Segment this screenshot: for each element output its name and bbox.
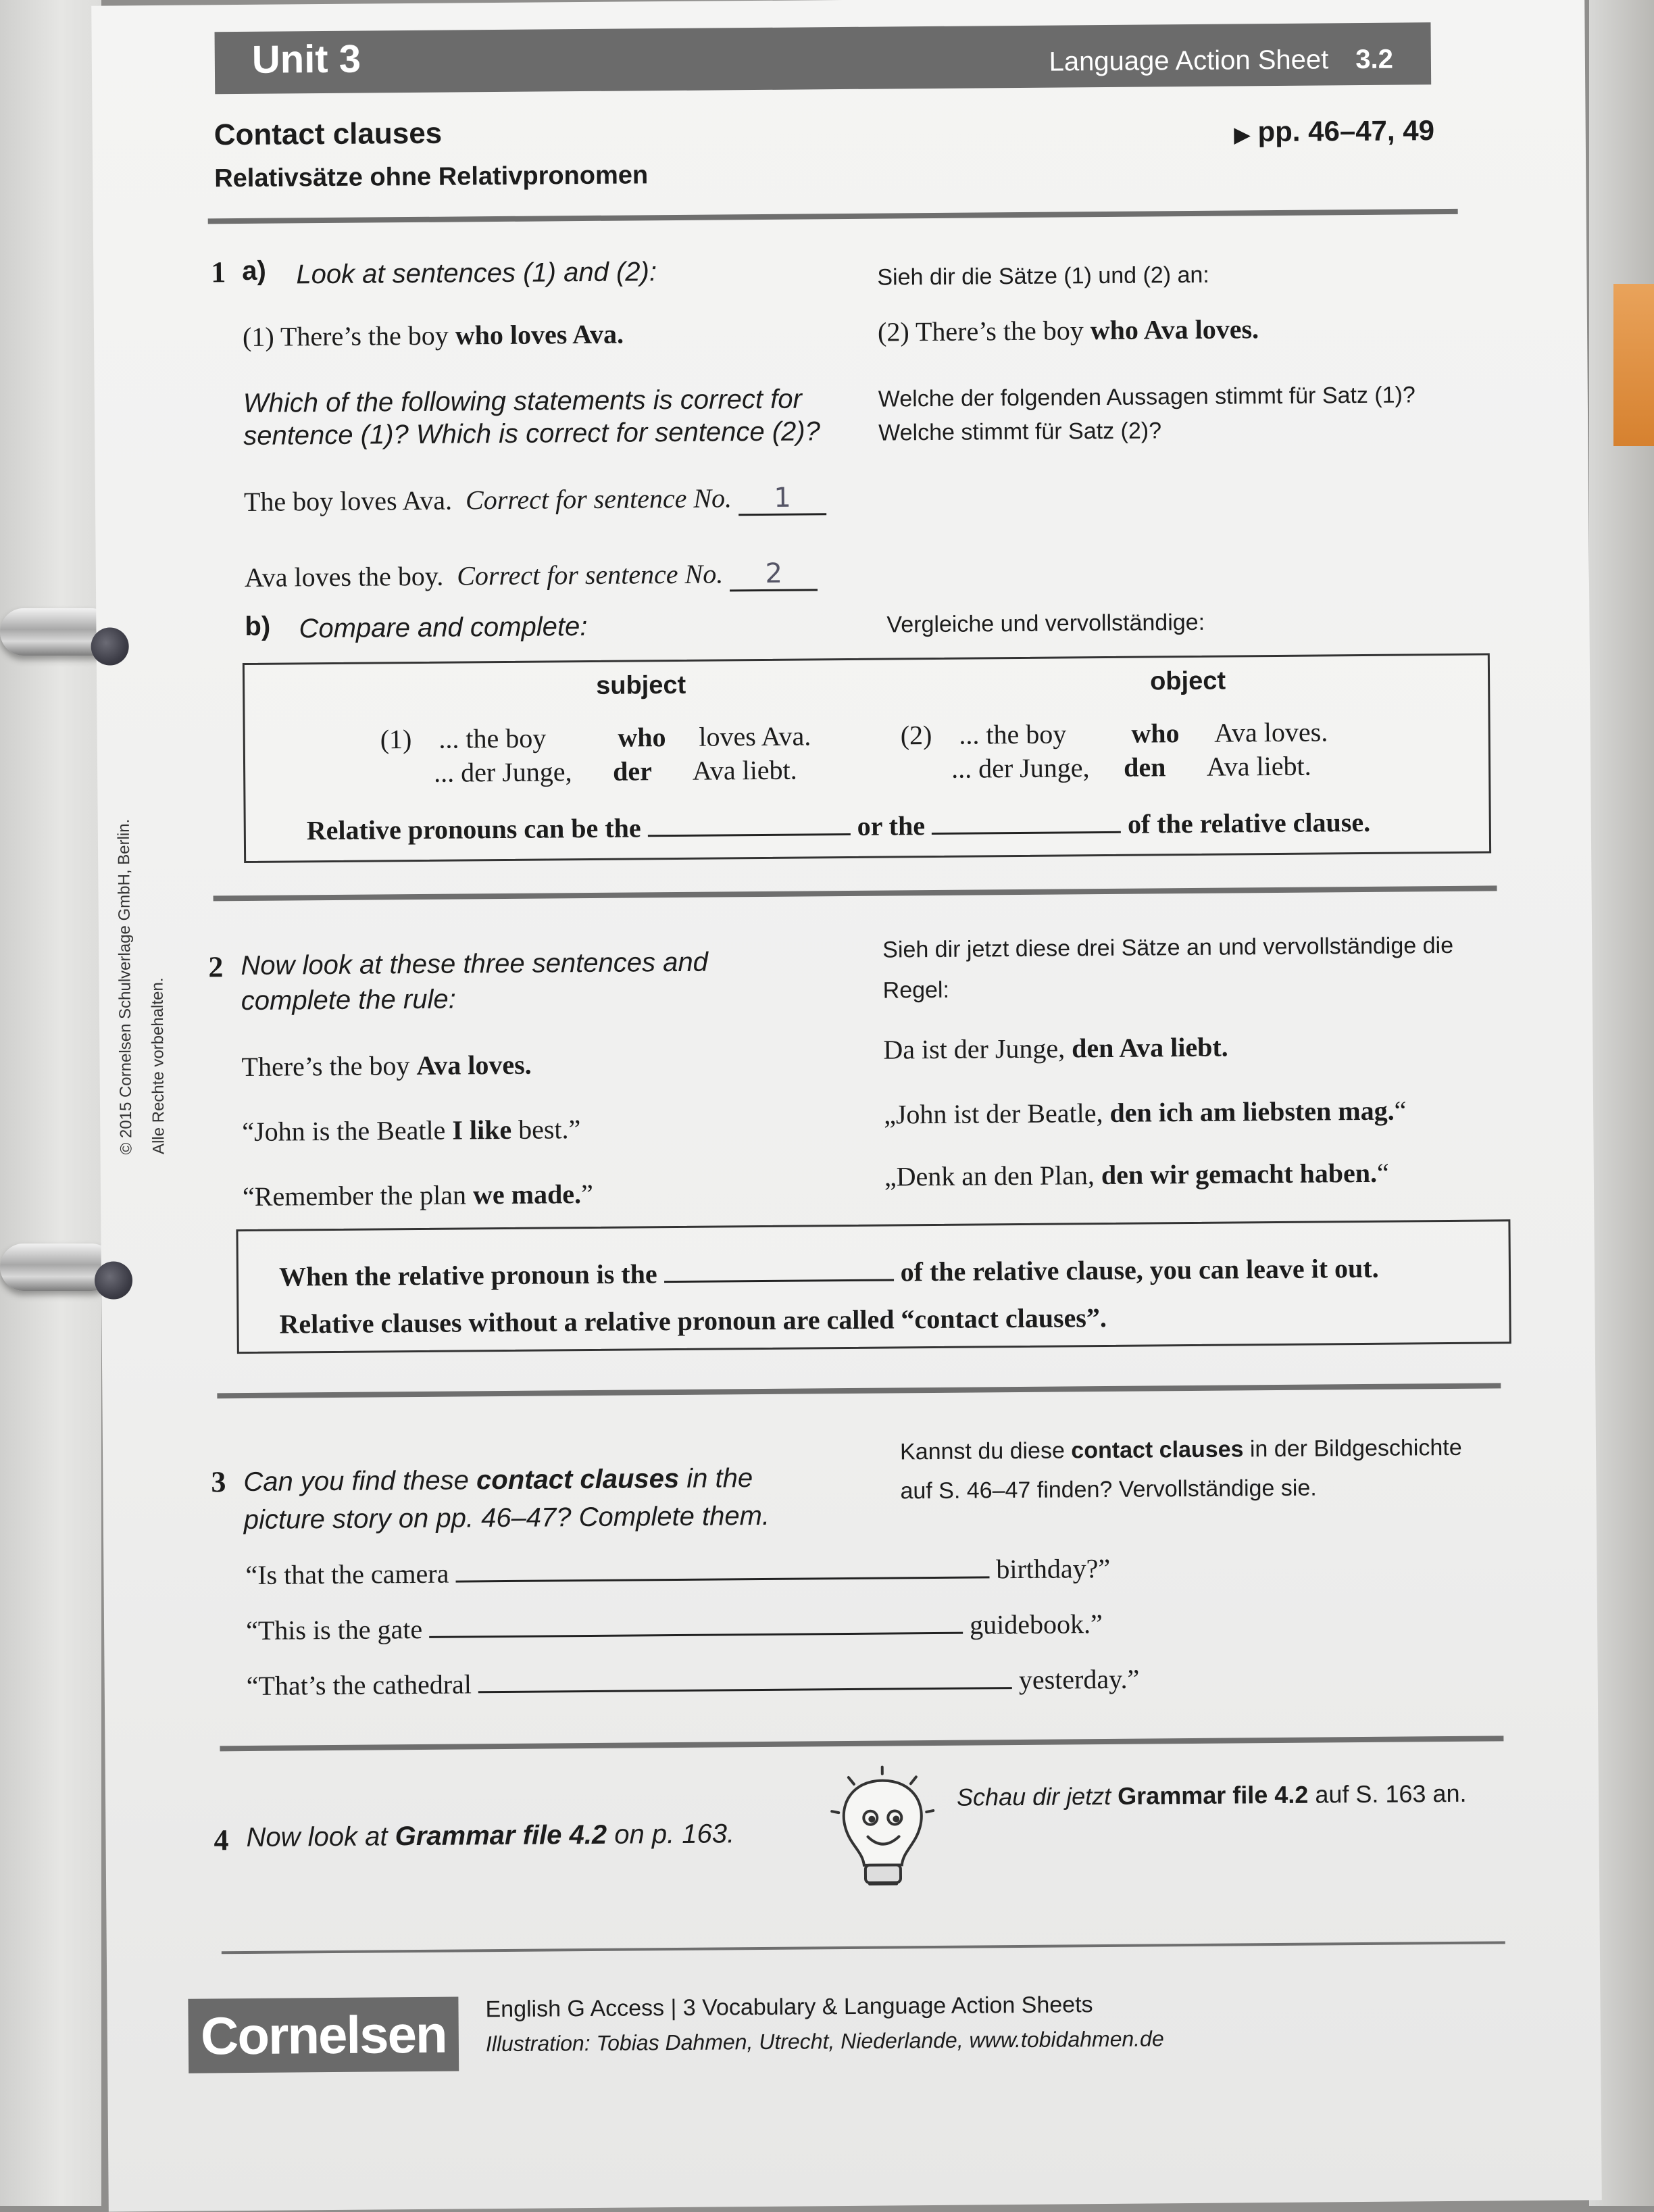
divider [220, 1736, 1503, 1751]
rule-blank-2[interactable] [932, 831, 1121, 835]
answer-field-2[interactable]: 2 [730, 558, 818, 591]
part-label: b) [245, 611, 271, 641]
rule-box [236, 1219, 1511, 1354]
exercise-number: 3 [211, 1465, 226, 1499]
example-en-1: There’s the boy Ava loves. [241, 1049, 532, 1083]
answer-field-1[interactable]: 1 [738, 482, 826, 516]
example-en-2: “John is the Beatle I like best.” [242, 1114, 581, 1148]
sentence-2: (2) There’s the boy who Ava loves. [877, 314, 1259, 347]
completion-3: “That’s the cathedral yesterday.” [246, 1663, 1140, 1702]
instruction-en: Look at sentences (1) and (2): [296, 257, 657, 290]
instruction-en: Now look at these three sentences and complete the rule: [241, 947, 709, 1016]
question-en: Which of the following statements is correct for sentence (1)? Which is correct for sentence (2)? [243, 384, 821, 451]
object-row-de: ... der Junge, den Ava liebt. [951, 750, 1311, 784]
instruction-en: Can you find these contact clauses in the picture story on pp. 46–47? Complete them. [243, 1463, 770, 1535]
statement-2: Ava loves the boy. Correct for sentence No. 2 [245, 557, 818, 595]
footer-illustration-credit: Illustration: Tobias Dahmen, Utrecht, Niederlande, www.tobidahmen.de [485, 2026, 1164, 2057]
unit-label: Unit 3 [251, 36, 361, 82]
object-heading: object [1149, 666, 1226, 696]
comparison-box [243, 654, 1491, 863]
divider [208, 209, 1458, 224]
punch-hole [91, 627, 128, 665]
page-reference: ▶ pp. 46–47, 49 [1234, 114, 1435, 148]
object-row-en: (2) ... the boy who Ava loves. [900, 716, 1328, 751]
statement-1: The boy loves Ava. Correct for sentence No. 1 [244, 481, 826, 520]
subject-row-de: ... der Junge, der Ava liebt. [433, 754, 797, 788]
completion-field-1[interactable] [455, 1576, 989, 1582]
page-title: Contact clauses [214, 116, 443, 152]
worksheet-page [91, 0, 1602, 2212]
instruction-en: Now look at Grammar file 4.2 on p. 163. [246, 1819, 735, 1853]
instruction-de: Vergleiche und vervollständige: [886, 609, 1205, 638]
question-de: Welche der folgenden Aussagen stimmt für Satz (1)? Welche stimmt für Satz (2)? [878, 382, 1415, 446]
play-arrow-icon: ▶ [1234, 124, 1250, 147]
completion-1: “Is that the camera birthday?” [245, 1552, 1111, 1591]
part-label: a) [242, 255, 267, 286]
instruction-en: Compare and complete: [299, 611, 588, 644]
header-bar [215, 22, 1432, 94]
sheet-label: Language Action Sheet 3.2 [1049, 44, 1394, 77]
exercise-number: 1 [211, 255, 226, 289]
copyright-notice: © 2015 Cornelsen Schulverlage GmbH, Berlin. Alle Rechte vorbehalten. [114, 818, 168, 1155]
divider [217, 1383, 1501, 1398]
relative-pronoun-rule: Relative pronouns can be the or the of the relative clause. [306, 806, 1371, 846]
instruction-de: Kannst du diese contact clauses in der Bildgeschichte auf S. 46–47 finden? Vervollständige sie. [899, 1434, 1462, 1504]
instruction-de: Sieh dir jetzt diese drei Sätze an und vervollständige die Regel: [882, 932, 1454, 1004]
contact-clause-definition: Relative clauses without a relative pronoun are called “contact clauses”. [279, 1302, 1107, 1340]
orange-divider-tab [1613, 284, 1654, 446]
example-de-2: „John ist der Beatle, den ich am liebsten mag.“ [883, 1095, 1407, 1130]
example-de-1: Da ist der Junge, den Ava liebt. [883, 1031, 1228, 1065]
completion-field-3[interactable] [478, 1687, 1012, 1693]
completion-2: “This is the gate guidebook.” [245, 1608, 1103, 1646]
divider [214, 885, 1497, 901]
rule-blank-3[interactable] [664, 1279, 894, 1283]
contact-clause-rule: When the relative pronoun is the of the relative clause, you can leave it out. [278, 1252, 1379, 1292]
example-de-3: „Denk an den Plan, den wir gemacht haben.“ [884, 1157, 1389, 1192]
exercise-number: 2 [208, 950, 224, 984]
footer-book-title: English G Access | 3 Vocabulary & Language Action Sheets [485, 1992, 1093, 2023]
completion-field-2[interactable] [429, 1632, 963, 1638]
example-en-3: “Remember the plan we made.” [242, 1178, 593, 1212]
exercise-number: 4 [214, 1823, 229, 1857]
binder-edge [0, 0, 101, 2206]
rule-blank-1[interactable] [648, 833, 851, 837]
lightbulb-icon [822, 1763, 945, 1899]
publisher-logo: Cornelsen [188, 1997, 459, 2073]
divider [222, 1941, 1505, 1954]
instruction-de: Schau dir jetzt Grammar file 4.2 auf S. 163 an. [956, 1779, 1467, 1811]
page-subtitle: Relativsätze ohne Relativpronomen [214, 161, 649, 193]
sentence-1: (1) There’s the boy who loves Ava. [242, 318, 624, 352]
subject-heading: subject [595, 670, 686, 700]
subject-row-en: (1) ... the boy who loves Ava. [380, 720, 811, 755]
punch-hole [95, 1261, 132, 1299]
instruction-de: Sieh dir die Sätze (1) und (2) an: [877, 262, 1209, 291]
